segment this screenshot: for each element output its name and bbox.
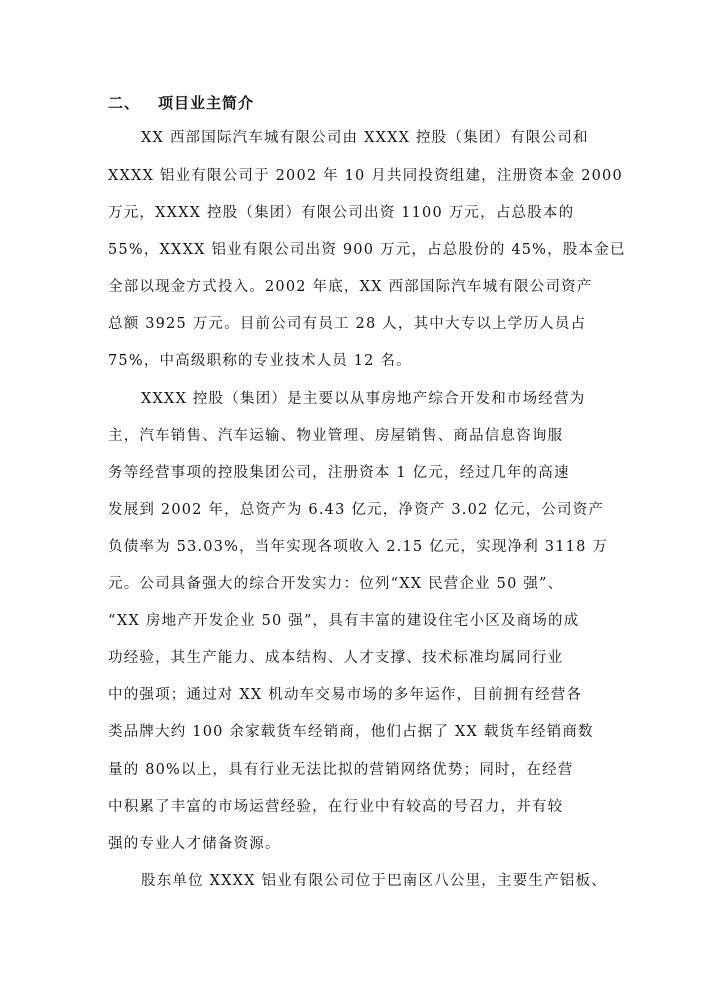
paragraph-line: 元。公司具备强大的综合开发实力：位列“XX 民营企业 50 强”、: [108, 576, 564, 592]
paragraph-line: XXXX 铝业有限公司于 2002 年 10 月共同投资组建，注册资本金 2000: [108, 168, 623, 184]
paragraph-line: 万元，XXXX 控股（集团）有限公司出资 1100 万元，占总股本的: [108, 205, 575, 221]
paragraph-line: 总额 3925 万元。目前公司有员工 28 人，其中大专以上学历人员占: [108, 316, 587, 332]
paragraph-line: 类品牌大约 100 余家载货车经销商，他们占据了 XX 载货车经销商数: [108, 724, 594, 740]
paragraph-line: 中积累了丰富的市场运营经验，在行业中有较高的号召力，并有较: [108, 799, 564, 815]
paragraph-line: 量的 80%以上，具有行业无法比拟的营销网络优势；同时，在经营: [108, 762, 574, 778]
paragraph-line: 发展到 2002 年，总资产为 6.43 亿元，净资产 3.02 亿元，公司资产: [108, 502, 605, 518]
paragraph-line: 中的强项；通过对 XX 机动车交易市场的多年运作，目前拥有经营各: [108, 687, 583, 703]
paragraph-line: 55%，XXXX 铝业有限公司出资 900 万元，占总股份的 45%，股本金已: [108, 242, 626, 258]
paragraph-line: “XX 房地产开发企业 50 强”，具有丰富的建设住宅小区及商场的成: [108, 613, 580, 629]
paragraph-line: 股东单位 XXXX 铝业有限公司位于巴南区八公里，主要生产铝板、: [141, 873, 607, 889]
section-heading: [108, 92, 254, 113]
paragraph-line: 务等经营事项的控股集团公司，注册资本 1 亿元，经过几年的高速: [108, 465, 570, 481]
section-title: 项目业主简介: [158, 94, 255, 112]
paragraph-line: 75%，中高级职称的专业技术人员 12 名。: [108, 353, 412, 369]
paragraph-line: 功经验，其生产能力、成本结构、人才支撑、技术标准均属同行业: [108, 650, 564, 666]
paragraph-line: XX 西部国际汽车城有限公司由 XXXX 控股（集团）有限公司和: [141, 130, 589, 146]
paragraph-line: XXXX 控股（集团）是主要以从事房地产综合开发和市场经营为: [141, 391, 586, 407]
paragraph-line: 主，汽车销售、汽车运输、物业管理、房屋销售、商品信息咨询服: [108, 428, 564, 444]
section-number: 二、: [108, 94, 141, 112]
paragraph-line: 强的专业人才储备资源。: [108, 836, 281, 852]
paragraph-line: 全部以现金方式投入。2002 年底，XX 西部国际汽车城有限公司资产: [108, 279, 593, 295]
paragraph-line: 负债率为 53.03%，当年实现各项收入 2.15 亿元，实现净利 3118 万: [108, 539, 609, 555]
